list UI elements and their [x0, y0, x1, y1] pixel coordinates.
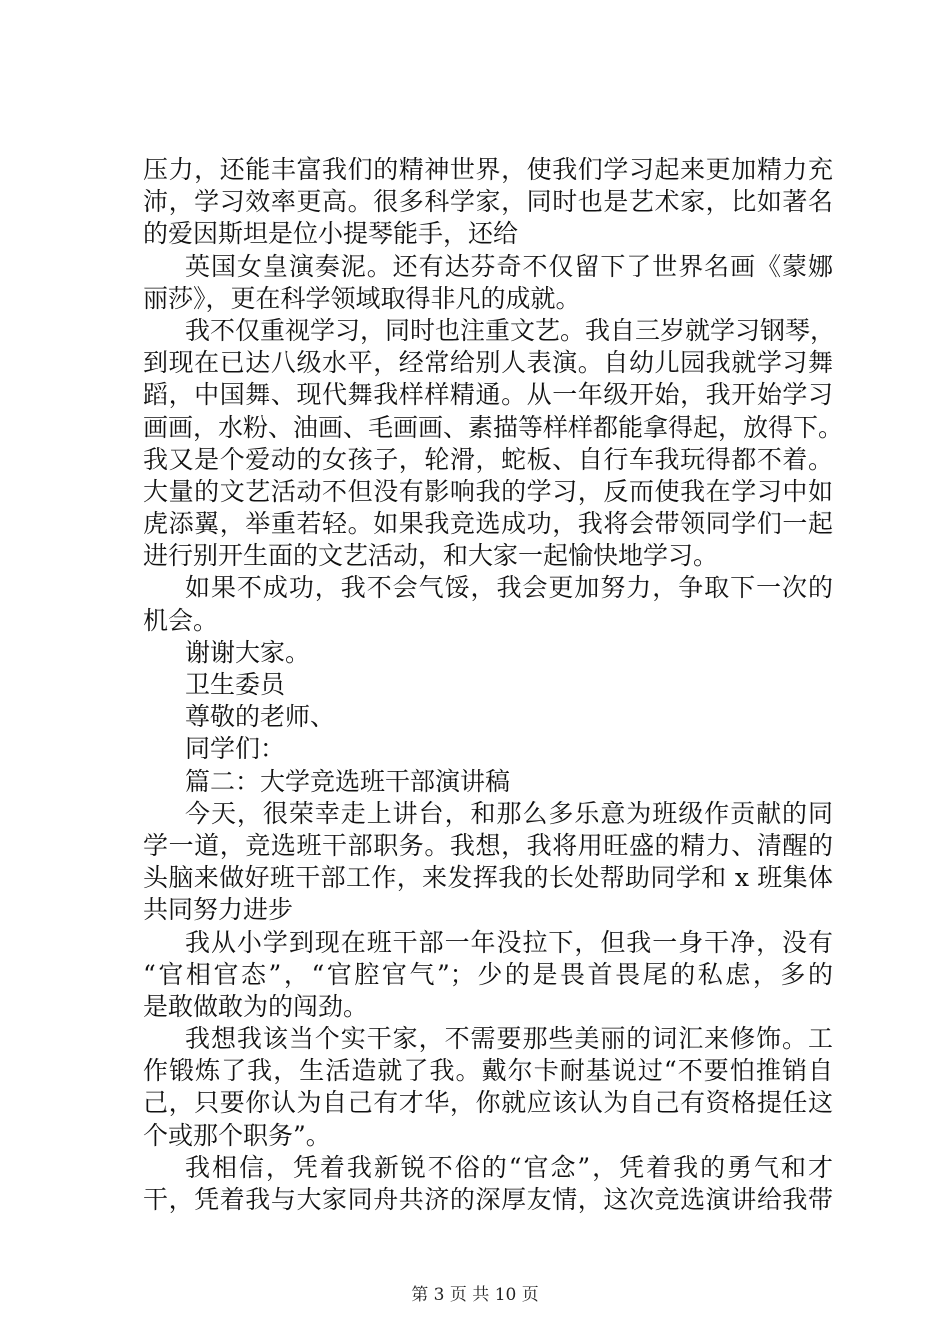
document-body — [143, 154, 844, 1216]
text-line: 到现在已达八级水平，经常给别人表演。自幼儿园我就学习舞 — [143, 348, 833, 378]
text-line: 机会。 — [143, 605, 219, 635]
page-number: 第 3 页 共 10 页 — [411, 1285, 539, 1305]
text-line: 如果不成功，我不会气馁，我会更加努力，争取下一次的 — [185, 573, 833, 603]
text-line: 我又是个爱动的女孩子，轮滑，蛇板、自行车我玩得都不着。 — [143, 444, 833, 474]
text-line: 共同努力进步 — [143, 895, 294, 925]
text-line: 虎添翼，举重若轻。如果我竞选成功，我将会带领同学们一起 — [143, 509, 833, 539]
text-line: 的爱因斯坦是位小提琴能手，还给 — [143, 219, 519, 249]
text-line: 作锻炼了我，生活造就了我。戴尔卡耐基说过“不要怕推销自 — [143, 1056, 833, 1086]
text-line: 我从小学到现在班干部一年没拉下，但我一身干净，没有 — [185, 927, 833, 957]
text-line: 画画，水粉、油画、毛画画、素描等样样都能拿得起，放得下。 — [143, 412, 844, 442]
text-line: 学一道，竞选班干部职务。我想，我将用旺盛的精力、清醒的 — [143, 830, 833, 860]
page-footer — [0, 1284, 950, 1306]
text-line: 蹈，中国舞、现代舞我样样精通。从一年级开始，我开始学习 — [143, 380, 833, 410]
text-line: 干，凭着我与大家同舟共济的深厚友情，这次竞选演讲给我带 — [143, 1185, 833, 1214]
text-line: 己，只要你认为自己有才华，你就应该认为自己有资格提任这 — [143, 1088, 833, 1118]
text-line: 我想我该当个实干家，不需要那些美丽的词汇来修饰。工 — [185, 1024, 833, 1054]
text-line: 头脑来做好班干部工作，来发挥我的长处帮助同学和 x 班集体 — [143, 863, 833, 893]
text-line: 进行别开生面的文艺活动，和大家一起愉快地学习。 — [143, 541, 719, 571]
text-line: 丽莎》，更在科学领域取得非凡的成就。 — [143, 283, 581, 313]
text-line: 篇二：大学竞选班干部演讲稿 — [185, 766, 511, 796]
text-line: 今天，很荣幸走上讲台，和那么多乐意为班级作贡献的同 — [185, 798, 833, 828]
text-line: 同学们： — [185, 734, 286, 764]
text-line: 沛，学习效率更高。很多科学家，同时也是艺术家，比如著名 — [143, 187, 833, 217]
text-line: 大量的文艺活动不但没有影响我的学习，反而使我在学习中如 — [143, 476, 833, 506]
text-line: “官相官态”，“官腔官气”；少的是畏首畏尾的私虑，多的 — [143, 959, 833, 989]
text-line: 我相信，凭着我新锐不俗的“官念”，凭着我的勇气和才 — [185, 1152, 833, 1182]
text-line: 谢谢大家。 — [185, 637, 311, 667]
text-line: 尊敬的老师、 — [185, 702, 336, 732]
text-line: 英国女皇演奏泥。还有达芬奇不仅留下了世界名画《蒙娜 — [185, 251, 833, 281]
text-line: 个或那个职务”。 — [143, 1120, 331, 1150]
text-line: 压力，还能丰富我们的精神世界，使我们学习起来更加精力充 — [143, 155, 833, 184]
text-line: 我不仅重视学习，同时也注重文艺。我自三岁就学习钢琴， — [185, 315, 836, 345]
text-line: 是敢做敢为的闯劲。 — [143, 991, 369, 1021]
text-line: 卫生委员 — [185, 670, 286, 699]
